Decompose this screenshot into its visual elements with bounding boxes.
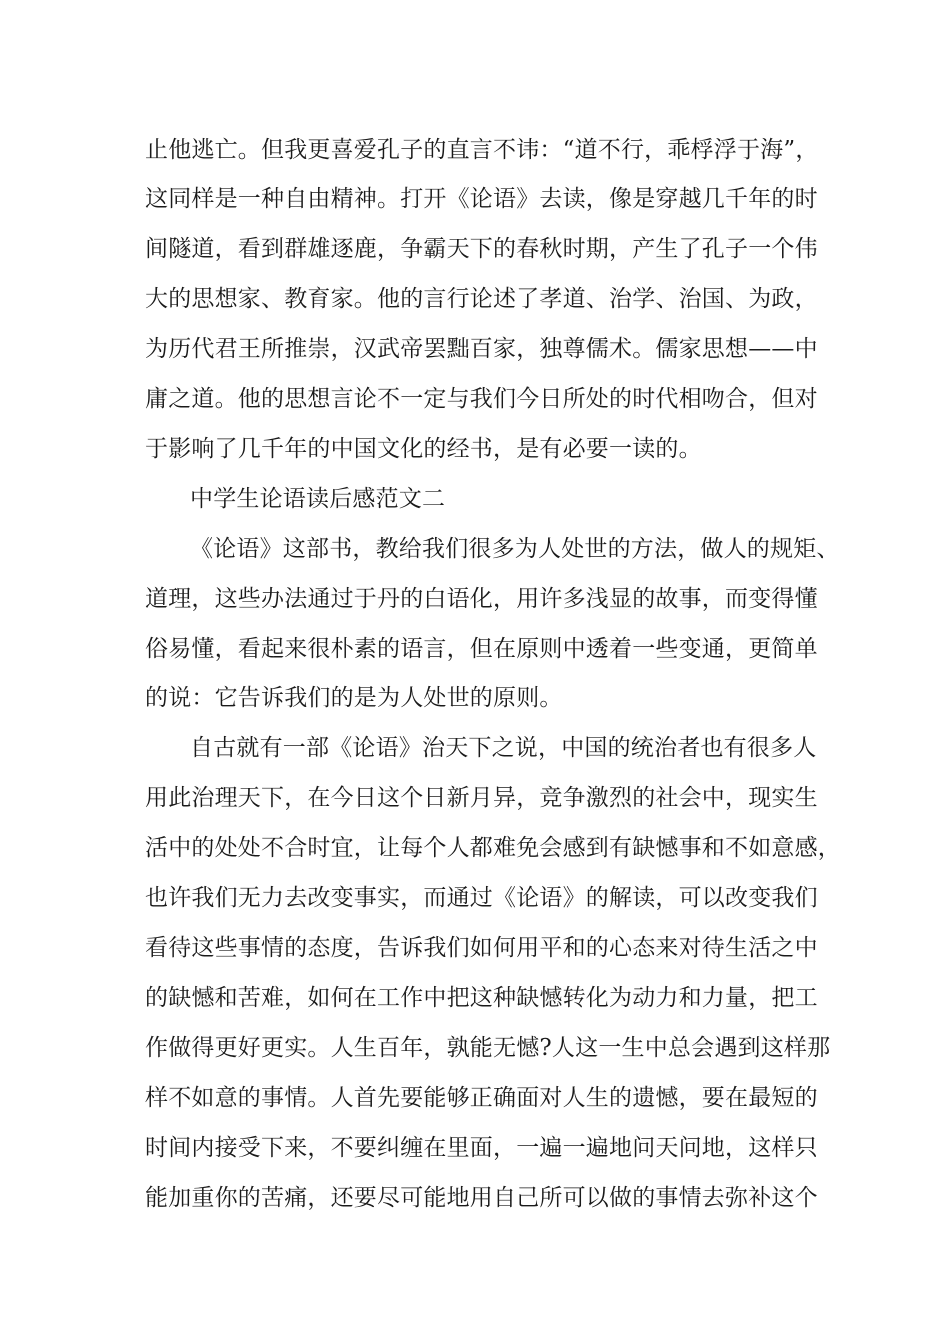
text-line: 的说：它告诉我们的是为人处世的原则。 — [145, 685, 563, 711]
text-line: 作做得更好更实。人生百年，孰能无憾?人这一生中总会遇到这样那 — [145, 1035, 831, 1061]
text-line: 俗易懂，看起来很朴素的语言，但在原则中透着一些变通，更简单 — [145, 636, 818, 662]
text-line: 于影响了几千年的中国文化的经书，是有必要一读的。 — [145, 436, 702, 462]
text-line: 为历代君王所推崇，汉武帝罢黜百家，独尊儒术。儒家思想——中 — [145, 336, 818, 362]
text-line: 样不如意的事情。人首先要能够正确面对人生的遗憾，要在最短的 — [145, 1085, 818, 1111]
text-line: 道理，这些办法通过于丹的白语化，用许多浅显的故事，而变得懂 — [145, 586, 818, 612]
text-line: 也许我们无力去改变事实，而通过《论语》的解读，可以改变我们 — [145, 885, 818, 911]
text-line: 止他逃亡。但我更喜爱孔子的直言不讳：“道不行，乖桴浮于海”， — [145, 137, 819, 163]
text-line: 这同样是一种自由精神。打开《论语》去读，像是穿越几千年的时 — [145, 186, 818, 212]
text-line: 庸之道。他的思想言论不一定与我们今日所处的时代相吻合，但对 — [145, 386, 818, 412]
section-heading: 中学生论语读后感范文二 — [190, 486, 446, 512]
text-line: 大的思想家、教育家。他的言行论述了孝道、治学、治国、为政， — [145, 286, 818, 312]
text-line: 的缺憾和苦难，如何在工作中把这种缺憾转化为动力和力量，把工 — [145, 985, 818, 1011]
text-line: 能加重你的苦痛，还要尽可能地用自己所可以做的事情去弥补这个 — [145, 1185, 818, 1211]
text-line: 活中的处处不合时宜，让每个人都难免会感到有缺憾事和不如意感， — [145, 835, 841, 861]
paragraph-start-line: 《论语》这部书，教给我们很多为人处世的方法，做人的规矩、 — [190, 536, 840, 562]
paragraph-start-line: 自古就有一部《论语》治天下之说，中国的统治者也有很多人 — [190, 735, 817, 761]
text-line: 时间内接受下来，不要纠缠在里面，一遍一遍地问天问地，这样只 — [145, 1135, 818, 1161]
text-line: 用此治理天下，在今日这个日新月异，竞争激烈的社会中，现实生 — [145, 785, 818, 811]
text-line: 间隧道，看到群雄逐鹿，争霸天下的春秋时期，产生了孔子一个伟 — [145, 236, 818, 262]
text-line: 看待这些事情的态度，告诉我们如何用平和的心态来对待生活之中 — [145, 935, 818, 961]
